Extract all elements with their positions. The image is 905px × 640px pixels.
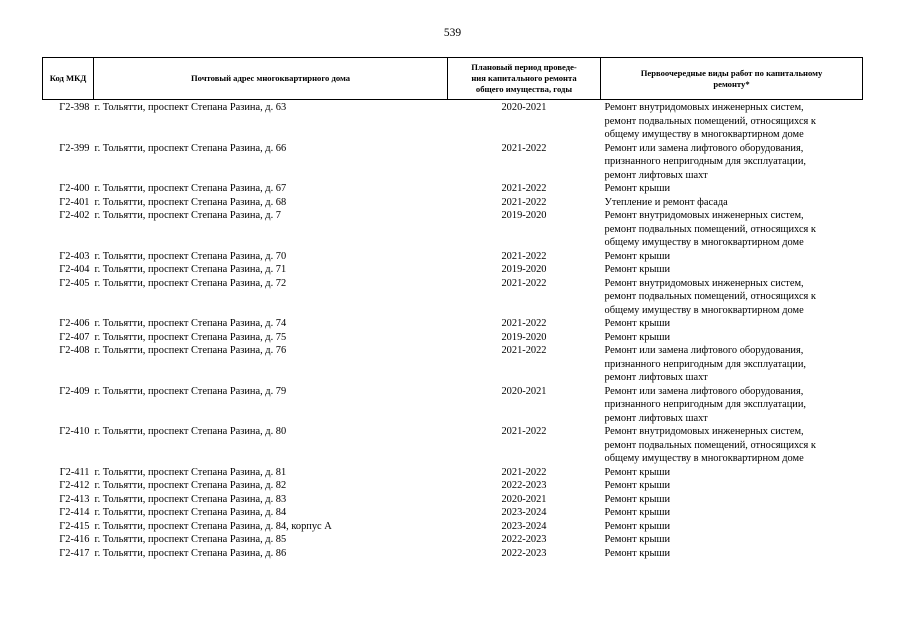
cell-code: Г2-414	[59, 507, 90, 518]
cell-period: 2022-2023	[501, 480, 547, 491]
table-row	[43, 250, 863, 264]
table-row	[43, 331, 863, 345]
cell-address: г. Тольятти, проспект Степана Разина, д. 82	[94, 480, 287, 491]
cell-works	[601, 100, 863, 142]
cell-period: 2021-2022	[501, 183, 547, 194]
table-row	[43, 425, 863, 466]
cell-address: г. Тольятти, проспект Степана Разина, д. 81	[94, 466, 287, 478]
cell-works	[601, 263, 863, 277]
cell-works	[601, 493, 863, 507]
cell-works	[601, 317, 863, 331]
header-code: Код МКД	[43, 58, 94, 100]
cell-period: 2020-2021	[501, 493, 547, 505]
works-line: Ремонт внутридомовых инженерных систем,	[604, 210, 804, 221]
cell-works	[601, 425, 863, 466]
cell-address: г. Тольятти, проспект Степана Разина, д. 83	[94, 493, 287, 505]
works-line: ремонт подвальных помещений, относящихся к	[604, 439, 816, 451]
cell-works	[601, 196, 863, 210]
table-row	[43, 182, 863, 196]
works-line: общему имуществу в многоквартирном доме	[604, 453, 804, 464]
works-line: Ремонт крыши	[604, 547, 671, 559]
cell-code: Г2-411	[59, 466, 90, 478]
cell-period: 2021-2022	[501, 345, 547, 356]
cell-works	[601, 277, 863, 318]
cell-code: Г2-406	[59, 318, 90, 329]
cell-works	[601, 142, 863, 183]
cell-period: 2021-2022	[501, 250, 547, 262]
cell-code: Г2-404	[59, 264, 90, 275]
works-line: Ремонт крыши	[604, 318, 671, 329]
works-line: ремонт подвальных помещений, относящихся к	[604, 115, 816, 127]
table-row	[43, 277, 863, 318]
cell-period: 2020-2021	[501, 102, 547, 113]
cell-address: г. Тольятти, проспект Степана Разина, д. 68	[94, 196, 287, 208]
cell-period: 2019-2020	[501, 210, 547, 221]
cell-code: Г2-416	[59, 534, 90, 545]
header-works-line: Первоочередные виды работ по капитальному	[640, 67, 823, 78]
works-line: Ремонт крыши	[604, 534, 671, 545]
table-row	[43, 142, 863, 183]
cell-address: г. Тольятти, проспект Степана Разина, д. 86	[94, 547, 287, 559]
cell-period: 2021-2022	[501, 142, 547, 154]
cell-code: Г2-405	[59, 277, 90, 289]
table-header-row	[43, 58, 863, 100]
works-line: Ремонт крыши	[604, 264, 671, 275]
works-line: Ремонт крыши	[604, 466, 671, 478]
table-row	[43, 533, 863, 547]
cell-code: Г2-400	[59, 183, 90, 194]
works-line: ремонт подвальных помещений, относящихся к	[604, 223, 816, 235]
cell-period: 2020-2021	[501, 385, 547, 397]
cell-works	[601, 385, 863, 426]
cell-address: г. Тольятти, проспект Степана Разина, д. 85	[94, 534, 287, 545]
cell-works	[601, 209, 863, 250]
cell-code: Г2-402	[59, 210, 90, 221]
works-line: Ремонт крыши	[604, 331, 671, 343]
cell-period: 2021-2022	[501, 196, 547, 208]
cell-period: 2023-2024	[501, 507, 547, 518]
cell-period: 2022-2023	[501, 547, 547, 559]
cell-works	[601, 506, 863, 520]
works-line: Ремонт крыши	[604, 480, 671, 491]
works-line: Ремонт внутридомовых инженерных систем,	[604, 426, 804, 437]
cell-code: Г2-407	[59, 331, 90, 343]
cell-address: г. Тольятти, проспект Степана Разина, д. 74	[94, 318, 287, 329]
cell-address: г. Тольятти, проспект Степана Разина, д. 66	[94, 142, 287, 154]
cell-period: 2021-2022	[501, 318, 547, 329]
table-row	[43, 317, 863, 331]
cell-code: Г2-401	[59, 196, 90, 208]
cell-works	[601, 533, 863, 547]
works-line: общему имуществу в многоквартирном доме	[604, 304, 804, 316]
cell-period: 2022-2023	[501, 534, 547, 545]
works-line: Ремонт внутридомовых инженерных систем,	[604, 102, 804, 113]
cell-code: Г2-410	[59, 426, 90, 437]
works-line: Ремонт или замена лифтового оборудования,	[604, 142, 804, 154]
cell-works	[601, 182, 863, 196]
works-line: Утепление и ремонт фасада	[604, 196, 728, 208]
cell-works	[601, 344, 863, 385]
cell-code: Г2-409	[59, 385, 90, 397]
cell-code: Г2-403	[59, 250, 90, 262]
works-line: ремонт лифтовых шахт	[604, 169, 708, 181]
table-row	[43, 520, 863, 534]
works-line: Ремонт крыши	[604, 183, 671, 194]
works-line: Ремонт или замена лифтового оборудования,	[604, 385, 804, 397]
table-row	[43, 100, 863, 142]
cell-works	[601, 547, 863, 561]
table-row	[43, 344, 863, 385]
table-row	[43, 263, 863, 277]
cell-works	[601, 479, 863, 493]
table-row	[43, 466, 863, 480]
cell-address: г. Тольятти, проспект Степана Разина, д. 71	[94, 264, 287, 275]
works-line: ремонт подвальных помещений, относящихся к	[604, 291, 816, 302]
cell-code: Г2-399	[59, 142, 90, 154]
cell-code: Г2-398	[59, 102, 90, 113]
cell-period: 2019-2020	[501, 331, 547, 343]
works-line: общему имуществу в многоквартирном доме	[604, 237, 804, 248]
cell-works	[601, 250, 863, 264]
works-line: Ремонт крыши	[604, 520, 671, 532]
table-row	[43, 506, 863, 520]
cell-address: г. Тольятти, проспект Степана Разина, д. 72	[94, 277, 287, 289]
cell-works	[601, 331, 863, 345]
works-line: ремонт лифтовых шахт	[604, 372, 708, 383]
table-row	[43, 493, 863, 507]
works-line: Ремонт или замена лифтового оборудования,	[604, 345, 804, 356]
table-row	[43, 479, 863, 493]
cell-code: Г2-412	[59, 480, 90, 491]
works-line: общему имуществу в многоквартирном доме	[604, 129, 804, 140]
cell-address: г. Тольятти, проспект Степана Разина, д. 7	[94, 210, 281, 221]
cell-address: г. Тольятти, проспект Степана Разина, д. 84, корпус А	[94, 520, 332, 532]
cell-address: г. Тольятти, проспект Степана Разина, д. 84	[94, 507, 287, 518]
cell-code: Г2-417	[59, 547, 90, 559]
works-line: ремонт лифтовых шахт	[604, 412, 708, 424]
works-line: Ремонт крыши	[604, 493, 671, 505]
header-period-line: общего имущества, годы	[475, 84, 573, 94]
header-works	[601, 58, 863, 100]
table-row	[43, 547, 863, 561]
cell-period: 2023-2024	[501, 520, 547, 532]
cell-address: г. Тольятти, проспект Степана Разина, д. 75	[94, 331, 287, 343]
cell-period: 2019-2020	[501, 264, 547, 275]
table-row	[43, 385, 863, 426]
cell-period: 2021-2022	[501, 426, 547, 437]
cell-period: 2021-2022	[501, 466, 547, 478]
table-row	[43, 209, 863, 250]
cell-address: г. Тольятти, проспект Степана Разина, д. 80	[94, 426, 287, 437]
cell-works	[601, 466, 863, 480]
header-works-line: ремонту*	[713, 78, 750, 89]
header-period	[448, 58, 601, 100]
table-body	[43, 100, 863, 561]
works-line: признанного непригодным для эксплуатации,	[604, 358, 807, 370]
repair-plan-table	[42, 57, 863, 560]
table-row	[43, 196, 863, 210]
header-period-line: ния капитального ремонта	[471, 73, 577, 83]
cell-code: Г2-415	[59, 520, 90, 532]
header-address: Почтовый адрес многоквартирного дома	[94, 58, 448, 100]
works-line: признанного непригодным для эксплуатации,	[604, 156, 807, 167]
works-line: признанного непригодным для эксплуатации,	[604, 399, 807, 410]
page-number: 539	[443, 27, 462, 39]
header-period-line: Плановый период проведе-	[471, 62, 577, 72]
works-line: Ремонт крыши	[604, 250, 671, 262]
works-line: Ремонт внутридомовых инженерных систем,	[604, 277, 804, 289]
cell-address: г. Тольятти, проспект Степана Разина, д. 76	[94, 345, 287, 356]
cell-period: 2021-2022	[501, 277, 547, 289]
cell-address: г. Тольятти, проспект Степана Разина, д. 63	[94, 102, 287, 113]
cell-code: Г2-413	[59, 493, 90, 505]
cell-works	[601, 520, 863, 534]
cell-address: г. Тольятти, проспект Степана Разина, д. 79	[94, 385, 287, 397]
cell-code: Г2-408	[59, 345, 90, 356]
works-line: Ремонт крыши	[604, 507, 671, 518]
cell-address: г. Тольятти, проспект Степана Разина, д. 67	[94, 183, 287, 194]
cell-address: г. Тольятти, проспект Степана Разина, д. 70	[94, 250, 287, 262]
